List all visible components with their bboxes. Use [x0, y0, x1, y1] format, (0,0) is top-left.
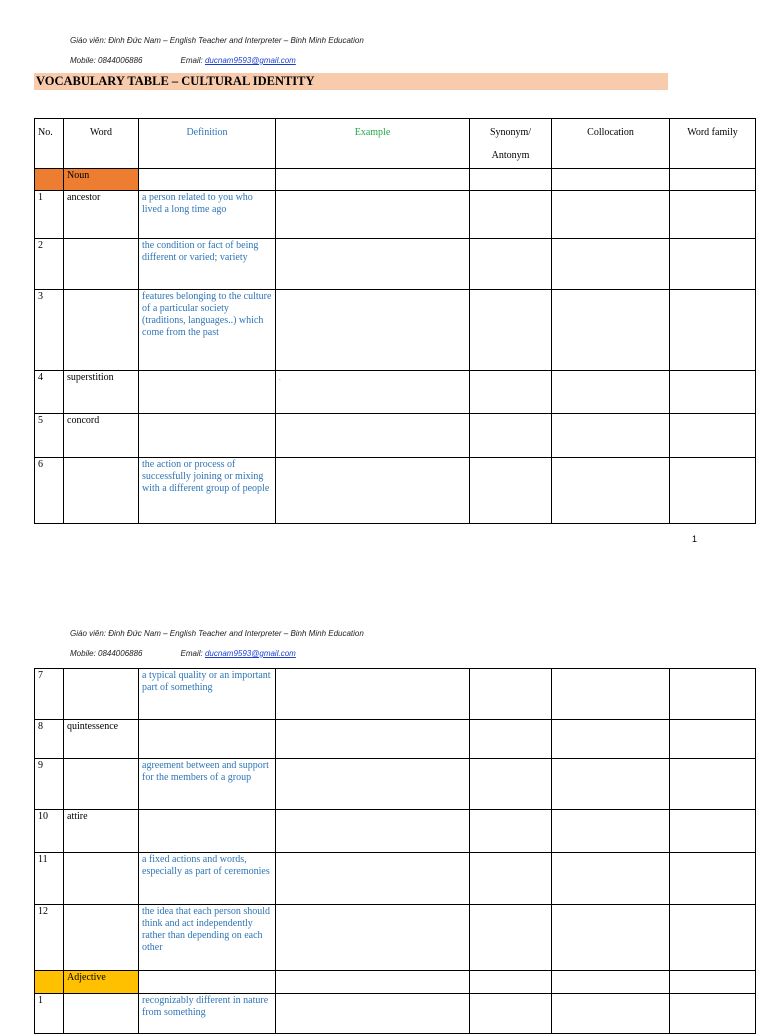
row-definition: agreement between and support for the members of a group	[139, 759, 276, 810]
row-number: 7	[35, 669, 64, 720]
row-word: ancestor	[64, 191, 139, 239]
table-row	[35, 414, 756, 458]
col-header-definition: Definition	[139, 119, 276, 169]
row-word	[64, 853, 139, 905]
row-definition	[139, 720, 276, 759]
col-header-example: Example	[276, 119, 470, 169]
row-number: 1	[35, 994, 64, 1034]
table-row	[35, 458, 756, 524]
row-number: 8	[35, 720, 64, 759]
row-word	[64, 669, 139, 720]
row-word: quintessence	[64, 720, 139, 759]
col-header-word-family: Word family	[670, 119, 756, 169]
row-word	[64, 239, 139, 290]
table-header-row	[35, 119, 756, 169]
row-word: superstition	[64, 371, 139, 414]
row-word	[64, 759, 139, 810]
synonym-label: Synonym/	[489, 127, 532, 138]
row-definition	[139, 414, 276, 458]
table-row	[35, 994, 756, 1034]
row-word: attire	[64, 810, 139, 853]
mobile-text: Mobile: 0844006886	[70, 649, 143, 658]
row-example: .	[276, 371, 470, 414]
page2-header-teacher: Giáo viên: Đinh Đức Nam – English Teacher and Interpreter – Binh Minh Education	[70, 629, 364, 638]
table-row	[35, 669, 756, 720]
row-definition: recognizably different in nature from something	[139, 994, 276, 1034]
section-row-noun	[35, 169, 756, 191]
table-row	[35, 239, 756, 290]
row-number: 3	[35, 290, 64, 371]
email-label: Email:	[180, 649, 203, 658]
row-word	[64, 458, 139, 524]
vocab-table-page1	[34, 118, 756, 524]
antonym-label: Antonym	[491, 150, 530, 161]
row-definition: features belonging to the culture of a particular society (traditions, languages..) which come from the past	[139, 290, 276, 371]
section-label-adjective: Adjective	[64, 971, 139, 994]
table-row	[35, 905, 756, 971]
row-definition: the action or process of successfully joining or mixing with a different group of people	[139, 458, 276, 524]
row-definition: the condition or fact of being different or varied; variety	[139, 239, 276, 290]
row-number: 11	[35, 853, 64, 905]
table-row	[35, 759, 756, 810]
row-definition	[139, 810, 276, 853]
email-link[interactable]: ducnam9593@gmail.com	[204, 56, 296, 65]
row-definition: a typical quality or an important part of something	[139, 669, 276, 720]
row-word	[64, 905, 139, 971]
row-word	[64, 290, 139, 371]
col-header-no: No.	[35, 119, 64, 169]
page1-header-teacher: Giáo viên: Đinh Đức Nam – English Teacher and Interpreter – Binh Minh Education	[70, 36, 364, 45]
col-header-collocation: Collocation	[552, 119, 670, 169]
email-link[interactable]: ducnam9593@gmail.com	[204, 649, 296, 658]
email-label: Email:	[180, 56, 203, 65]
row-number: 2	[35, 239, 64, 290]
col-header-word: Word	[64, 119, 139, 169]
row-definition: a person related to you who lived a long time ago	[139, 191, 276, 239]
row-number: 12	[35, 905, 64, 971]
page1-header-contact	[70, 56, 296, 65]
table-row	[35, 853, 756, 905]
row-number: 4	[35, 371, 64, 414]
row-number: 6	[35, 458, 64, 524]
vocab-table-page2	[34, 668, 756, 1034]
mobile-text: Mobile: 0844006886	[70, 56, 143, 65]
table-row	[35, 290, 756, 371]
row-word: concord	[64, 414, 139, 458]
page2-header-contact	[70, 649, 296, 658]
row-definition	[139, 371, 276, 414]
table-row	[35, 191, 756, 239]
table-row	[35, 371, 756, 414]
row-definition: the idea that each person should think and act independently rather than depending on each other	[139, 905, 276, 971]
col-header-synonym	[470, 119, 552, 169]
row-definition: a fixed actions and words, especially as part of ceremonies	[139, 853, 276, 905]
page-number: 1	[692, 534, 698, 544]
row-number: 10	[35, 810, 64, 853]
section-label-noun: Noun	[64, 169, 139, 191]
row-word	[64, 994, 139, 1034]
row-number: 1	[35, 191, 64, 239]
section-row-adjective	[35, 971, 756, 994]
table-row	[35, 810, 756, 853]
row-number: 5	[35, 414, 64, 458]
document-title: VOCABULARY TABLE – CULTURAL IDENTITY	[34, 73, 668, 90]
table-row	[35, 720, 756, 759]
row-number: 9	[35, 759, 64, 810]
